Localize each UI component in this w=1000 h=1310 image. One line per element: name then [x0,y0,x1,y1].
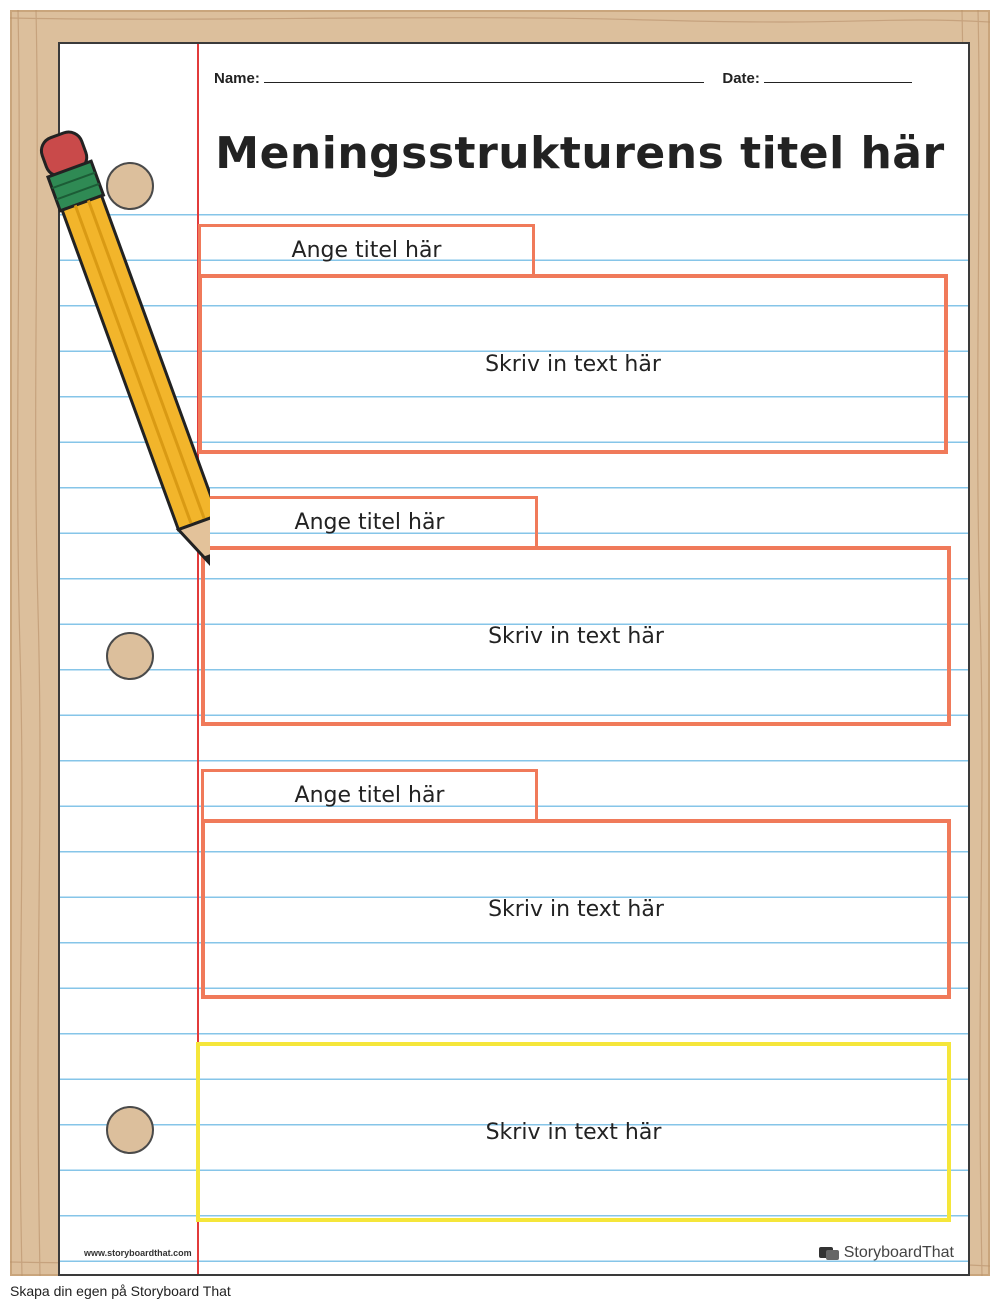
wood-background [10,10,990,1276]
section-2-title[interactable]: Ange titel här [201,496,538,546]
brand-name: StoryboardThat [843,1244,954,1261]
date-field[interactable] [764,68,912,83]
worksheet-title[interactable]: Meningsstrukturens titel här [215,128,945,179]
storyboardthat-brand [818,1244,954,1262]
date-label: Date: [722,70,760,87]
section-1-text-box[interactable]: Skriv in text här [198,274,948,454]
name-date-row [214,68,912,87]
section-2-text-box[interactable]: Skriv in text här [201,546,951,726]
name-label: Name: [214,70,260,87]
section-3-text-box[interactable]: Skriv in text här [201,819,951,999]
pencil-icon [10,10,210,630]
storyboardthat-logo-icon [818,1245,840,1261]
punch-hole [106,1106,154,1154]
section-3-title[interactable]: Ange titel här [201,769,538,819]
caption[interactable]: Skapa din egen på Storyboard That [10,1283,231,1299]
conclusion-text-box[interactable]: Skriv in text här [196,1042,951,1222]
footer-url: www.storyboardthat.com [84,1248,192,1258]
section-1-title[interactable]: Ange titel här [198,224,535,274]
name-field[interactable] [264,68,704,83]
punch-hole [106,632,154,680]
